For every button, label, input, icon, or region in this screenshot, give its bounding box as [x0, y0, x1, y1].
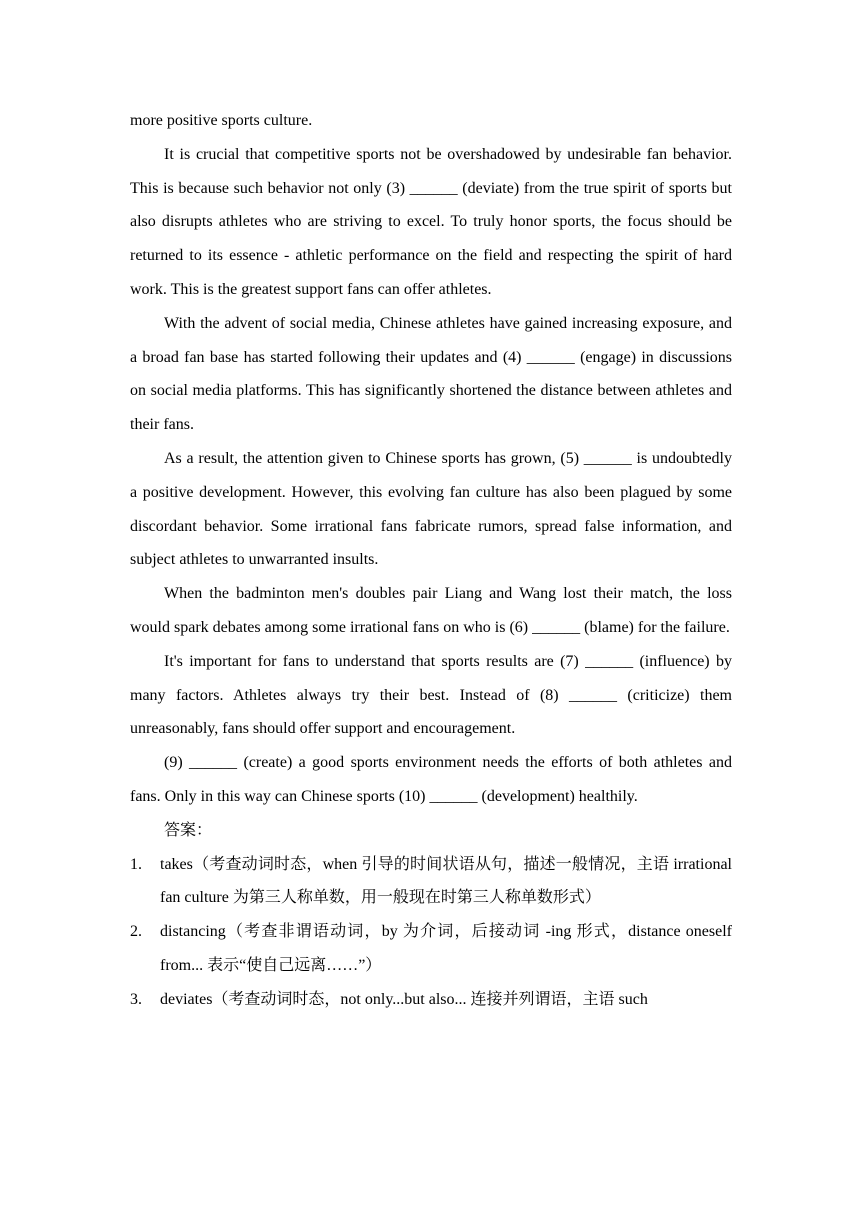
answer-list	[130, 848, 732, 1017]
passage-paragraph: As a result, the attention given to Chinese sports has grown, (5) ______ is undoubtedly a positive development. However, this evolving fan culture has also been plagued by some discordant behavior. Some irrational fans fabricate rumors, spread false information, and subject athletes to unwarranted insults.	[130, 449, 732, 569]
answer-item	[130, 848, 732, 916]
answer-text: deviates（考查动词时态，not only...but also... 连接并列谓语，主语 such	[160, 990, 648, 1008]
answer-heading: 答案：	[164, 821, 213, 839]
passage-paragraph: When the badminton men's doubles pair Liang and Wang lost their match, the loss would spark debates among some irrational fans on who is (6) ______ (blame) for the failure.	[130, 585, 732, 636]
passage-paragraph: (9) ______ (create) a good sports environment needs the efforts of both athletes and fans. Only in this way can Chinese sports (10) ______ (development) healthily.	[130, 754, 732, 805]
answer-item	[130, 983, 732, 1017]
answer-number: 3.	[130, 990, 142, 1008]
passage-paragraph: more positive sports culture.	[130, 112, 313, 129]
document-page	[130, 104, 732, 1017]
answer-text: takes（考查动词时态，when 引导的时间状语从句，描述一般情况，主语 irrational fan culture 为第三人称单数，用一般现在时第三人称单数形式）	[160, 855, 732, 907]
answer-number: 1.	[130, 855, 142, 873]
answer-text: distancing（考查非谓语动词，by 为介词，后接动词 -ing 形式，distance oneself from... 表示“使自己远离……”）	[160, 923, 732, 974]
passage-paragraph: With the advent of social media, Chinese athletes have gained increasing exposure, and a broad fan base has started following their updates and (4) ______ (engage) in discussions on social media platforms. This has significantly shortened the distance between athletes and their fans.	[130, 314, 732, 434]
passage-paragraph: It is crucial that competitive sports not be overshadowed by undesirable fan behavior. This is because such behavior not only (3) ______ (deviate) from the true spirit of sports but also disrupts athletes who are striving to excel. To truly honor sports, the focus should be returned to its essence - athletic performance on the field and respecting the spirit of hard work. This is the greatest support fans can offer athletes.	[130, 145, 732, 298]
passage-paragraph: It's important for fans to understand that sports results are (7) ______ (influence) by many factors. Athletes always try their best. Instead of (8) ______ (criticize) them unreasonably, fans should offer support and encouragement.	[130, 652, 732, 738]
answer-item	[130, 915, 732, 983]
answer-number: 2.	[130, 923, 142, 941]
